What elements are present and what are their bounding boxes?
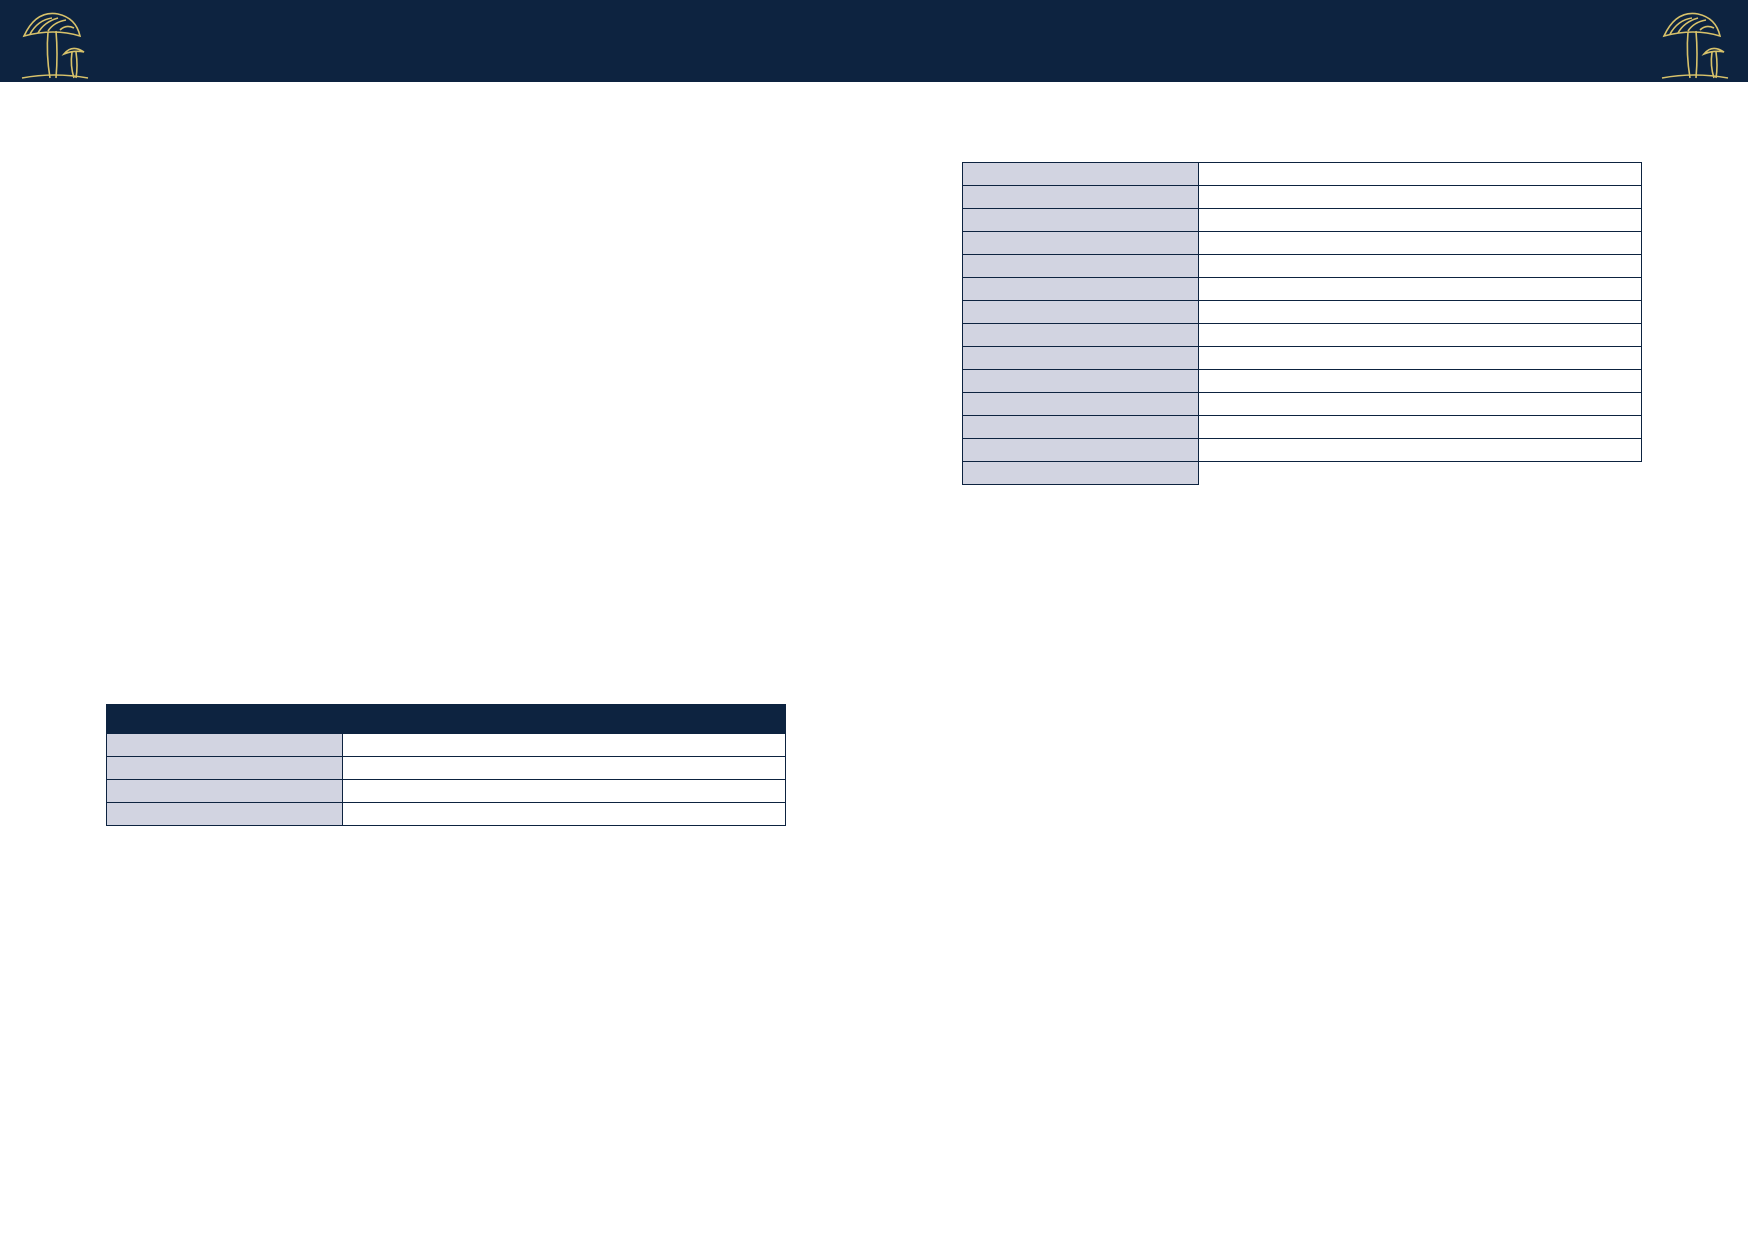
- table-row: [963, 209, 1642, 232]
- category-cell: [963, 324, 1199, 347]
- table-row: [107, 757, 786, 780]
- mushroom-icon: [1658, 6, 1730, 82]
- substances-cell: [343, 780, 786, 803]
- substances-cell: [1199, 439, 1642, 462]
- table-row: [963, 462, 1642, 485]
- table-row: [963, 347, 1642, 370]
- table-row: [963, 301, 1642, 324]
- category-cell: [107, 803, 343, 826]
- table-header: [107, 705, 786, 734]
- category-cell: [963, 232, 1199, 255]
- category-cell: [107, 734, 343, 757]
- substances-cell: [1199, 255, 1642, 278]
- substances-cell: [1199, 370, 1642, 393]
- substances-cell: [343, 803, 786, 826]
- substances-cell: [1199, 278, 1642, 301]
- substances-cell: [1199, 301, 1642, 324]
- category-cell: [963, 347, 1199, 370]
- category-cell: [963, 439, 1199, 462]
- substances-cell: [343, 757, 786, 780]
- table-row: [963, 278, 1642, 301]
- table-row: [107, 803, 786, 826]
- category-cell: [963, 255, 1199, 278]
- table-row: [107, 780, 786, 803]
- substances-cell: [1199, 209, 1642, 232]
- category-cell: [963, 209, 1199, 232]
- category-cell: [107, 757, 343, 780]
- table-row: [963, 186, 1642, 209]
- substances-cell: [1199, 416, 1642, 439]
- substances-cell: [1199, 232, 1642, 255]
- category-cell: [963, 186, 1199, 209]
- substances-cell: [1199, 186, 1642, 209]
- table-row: [963, 232, 1642, 255]
- substances-cell: [343, 734, 786, 757]
- category-cell: [963, 278, 1199, 301]
- table-row: [963, 324, 1642, 347]
- substances-cell: [1199, 347, 1642, 370]
- category-cell: [963, 370, 1199, 393]
- table-row: [963, 255, 1642, 278]
- category-cell: [963, 163, 1199, 186]
- header-section-title: [106, 33, 111, 52]
- running-header: [0, 0, 1748, 82]
- table-row: [963, 163, 1642, 186]
- table-row: [963, 393, 1642, 416]
- category-cell: [963, 301, 1199, 324]
- table-row: [107, 734, 786, 757]
- substances-cell: [1199, 393, 1642, 416]
- substances-cell: [1199, 163, 1642, 186]
- table-row: [963, 370, 1642, 393]
- table-row: [963, 439, 1642, 462]
- substances-cell: [1199, 324, 1642, 347]
- compatible-medications-table: [106, 704, 786, 826]
- table-row: [963, 416, 1642, 439]
- category-cell: [963, 462, 1199, 485]
- category-cell: [963, 416, 1199, 439]
- compatible-medications-table-continued: [962, 162, 1642, 485]
- category-cell: [107, 780, 343, 803]
- category-cell: [963, 393, 1199, 416]
- table-header-row: [107, 705, 786, 734]
- mushroom-icon: [18, 6, 90, 82]
